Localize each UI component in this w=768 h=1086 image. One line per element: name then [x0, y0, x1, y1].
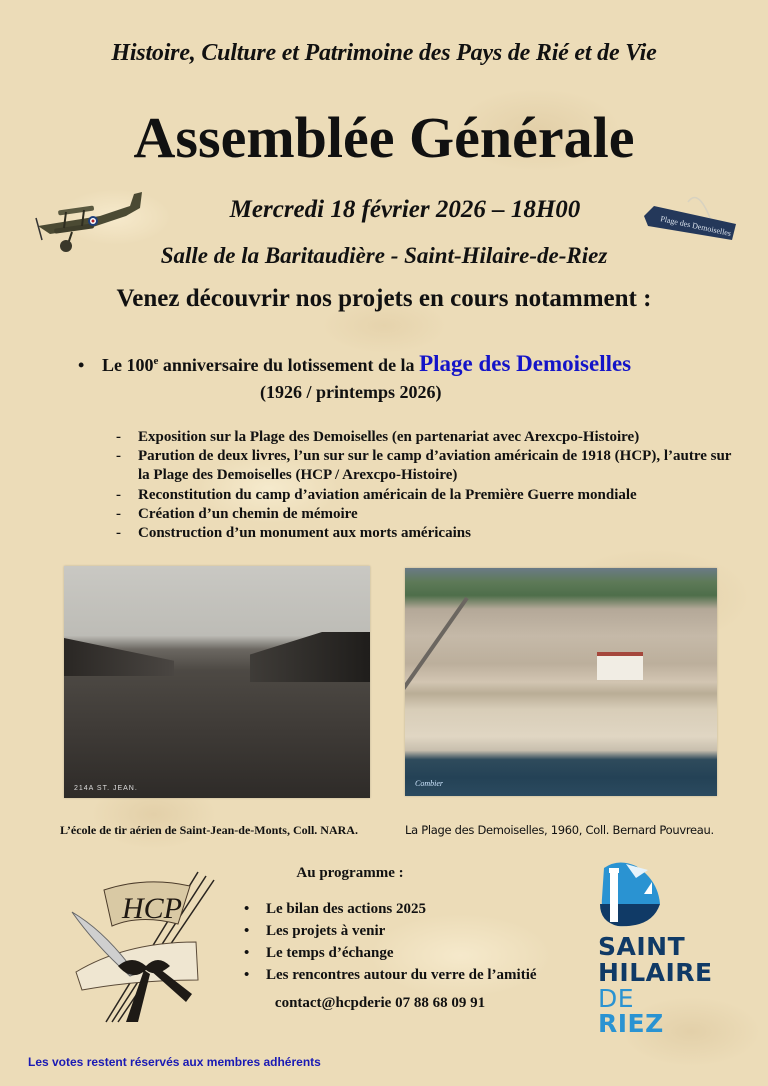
logo-de: DE: [598, 984, 635, 1013]
project-text: Exposition sur la Plage des Demoiselles (en partenariat avec Arexcpo-Histoire): [138, 429, 640, 445]
contact-info: contact@hcpderie 07 88 68 09 91: [274, 995, 486, 1011]
program-title: Au programme :: [296, 865, 404, 881]
dash-icon: -: [116, 486, 121, 503]
plage-sign-icon: [640, 188, 740, 248]
photo-stamp: 214A ST. JEAN.: [74, 785, 138, 792]
ordinal-superscript: e: [153, 355, 159, 367]
project-text: Construction d’un monument aux morts américains: [138, 525, 471, 542]
logo-line-hilaire: HILAIRE: [598, 958, 713, 987]
bullet-icon: •: [78, 355, 85, 375]
saint-hilaire-de-riez-logo: [596, 858, 713, 1038]
photo-aerial-gunnery-school: [64, 566, 370, 798]
logo-riez: RIEZ: [598, 1009, 664, 1038]
lighthouse-icon: [596, 858, 676, 932]
list-item: [116, 428, 738, 447]
project-text: Création d’un chemin de mémoire: [138, 505, 358, 522]
list-item: [244, 942, 537, 964]
bullet-icon: •: [244, 901, 250, 917]
event-date-time: Mercredi 18 février 2026 – 18H00: [229, 196, 581, 223]
anniversary-dates: (1926 / printemps 2026): [260, 382, 442, 402]
footer-note: Les votes restent réservés aux membres adhérents: [28, 1055, 321, 1069]
list-item: [116, 486, 738, 505]
dash-icon: -: [116, 505, 121, 522]
hcp-text: HCP: [122, 892, 182, 925]
hangar-shape: [250, 632, 370, 682]
anniversary-prefix: Le 100: [102, 355, 154, 375]
projects-list: [116, 428, 738, 543]
list-item: [116, 505, 738, 524]
program-item-text: Les rencontres autour du verre de l’amitié: [266, 967, 537, 983]
photo-plage-des-demoiselles-1960: [405, 568, 717, 796]
logo-line-saint: SAINT: [598, 932, 686, 961]
sign-text: Plage des Demoiselles: [659, 214, 732, 238]
page-title: Assemblée Générale: [133, 105, 635, 170]
intro-heading: Venez découvrir nos projets en cours notamment :: [116, 285, 652, 312]
list-item: [116, 447, 738, 485]
dash-icon: -: [116, 429, 121, 445]
dash-icon: -: [116, 525, 121, 542]
list-item: [244, 964, 537, 986]
list-item: [116, 524, 738, 543]
photo-caption-right: La Plage des Demoiselles, 1960, Coll. Bernard Pouvreau.: [405, 823, 714, 837]
list-item: [244, 920, 537, 942]
photo-caption-left: L’école de tir aérien de Saint-Jean-de-Monts, Coll. NARA.: [60, 823, 358, 837]
program-item-text: Le temps d’échange: [266, 945, 394, 961]
organization-name: Histoire, Culture et Patrimoine des Pays de Rié et de Vie: [111, 40, 657, 66]
dash-icon: -: [116, 448, 121, 465]
bullet-icon: •: [244, 967, 250, 983]
plage-des-demoiselles-highlight: Plage des Demoiselles: [419, 351, 632, 376]
list-item: [244, 898, 537, 920]
bullet-icon: •: [244, 945, 250, 961]
bullet-icon: •: [244, 923, 250, 939]
road-shape: [405, 597, 469, 698]
anniversary-line: [78, 351, 631, 377]
hcp-logo: [66, 862, 216, 1027]
anniversary-middle: anniversaire du lotissement de la: [158, 355, 420, 375]
photo-stamp: Combier: [415, 779, 443, 788]
project-text: Parution de deux livres, l’un sur sur le camp d’aviation américain de 1918 (HCP), l’autre sur la Plage des Demoiselles (HCP / Arexcpo-Histoire): [138, 448, 732, 484]
hangar-shape: [64, 638, 174, 676]
project-text: Reconstitution du camp d’aviation américain de la Première Guerre mondiale: [138, 486, 637, 503]
logo-line-de-riez: [598, 986, 706, 1036]
program-item-text: Le bilan des actions 2025: [266, 901, 427, 917]
program-list: [244, 898, 537, 986]
building-shape: [597, 652, 643, 680]
event-venue: Salle de la Baritaudière - Saint-Hilaire-de-Riez: [160, 243, 608, 268]
program-item-text: Les projets à venir: [266, 923, 386, 939]
